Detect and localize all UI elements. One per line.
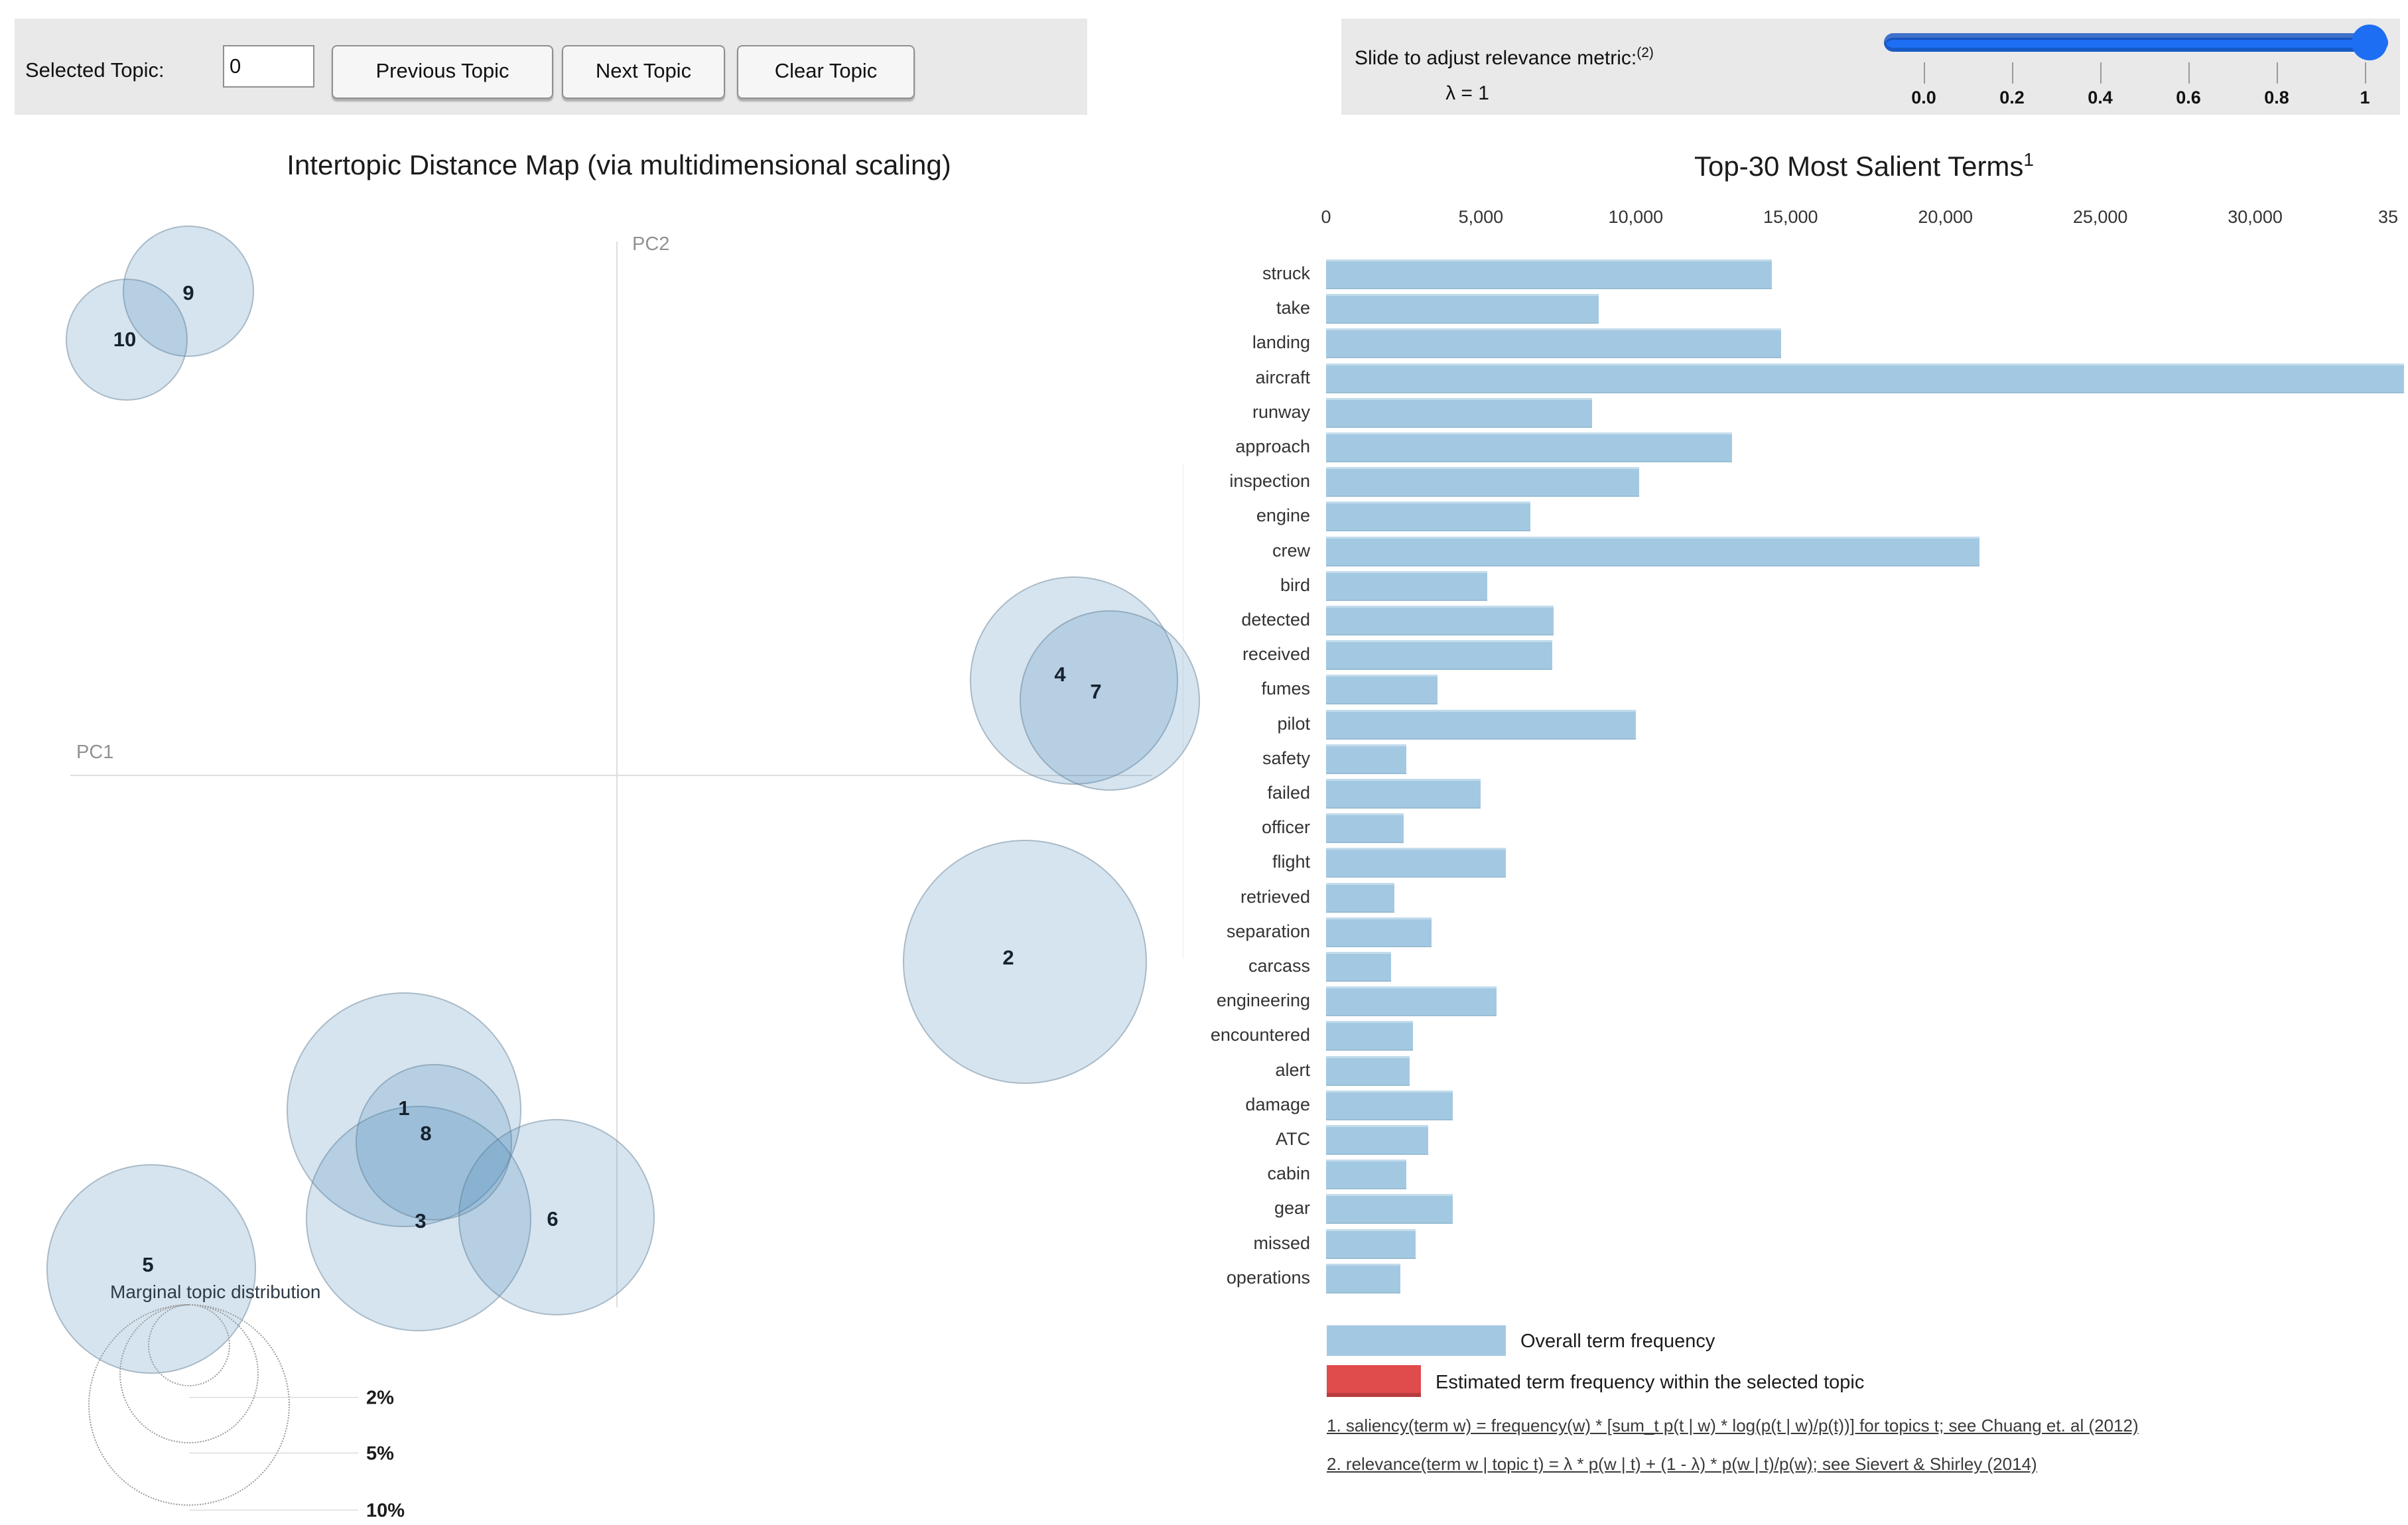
term-label[interactable]: retrieved (1240, 886, 1310, 907)
term-label[interactable]: detected (1241, 610, 1310, 630)
marginal-size-label: 10% (366, 1500, 405, 1522)
relevance-slider-track[interactable] (1884, 33, 2388, 52)
x-axis-tick-label: 5,000 (1458, 207, 1504, 227)
slider-tick-label: 0.2 (1999, 88, 2025, 107)
x-axis-tick-label: 20,000 (1918, 207, 1973, 227)
topic-label-3: 3 (415, 1209, 427, 1232)
term-label[interactable]: ATC (1276, 1129, 1310, 1149)
term-frequency-bar[interactable] (1326, 917, 1432, 947)
slider-tick-label: 1 (2360, 88, 2370, 107)
topic-label-4: 4 (1054, 663, 1066, 686)
term-frequency-bar[interactable] (1326, 467, 1639, 497)
term-frequency-bar[interactable] (1326, 1160, 1406, 1189)
slider-tick-label: 0.0 (1911, 88, 1936, 107)
term-label[interactable]: received (1242, 644, 1310, 665)
topic-bubble-2[interactable] (903, 840, 1147, 1084)
term-label[interactable]: inspection (1229, 471, 1310, 492)
term-frequency-bar[interactable] (1326, 1264, 1400, 1293)
previous-topic-button[interactable]: Previous Topic (332, 45, 553, 99)
term-label[interactable]: aircraft (1255, 367, 1310, 387)
term-frequency-bar[interactable] (1326, 779, 1481, 809)
slider-tick-mark (2365, 62, 2366, 84)
term-frequency-bar[interactable] (1326, 537, 1979, 566)
next-topic-button[interactable]: Next Topic (562, 45, 725, 99)
x-axis-tick-label: 30,000 (2228, 207, 2283, 227)
term-frequency-bar[interactable] (1326, 675, 1438, 704)
salient-terms-title: Top-30 Most Salient Terms$^1$ (1694, 149, 2034, 182)
topic-label-7: 7 (1090, 680, 1102, 703)
clear-topic-button[interactable]: Clear Topic (737, 45, 915, 99)
term-label[interactable]: carcass (1248, 956, 1310, 976)
term-label[interactable]: officer (1261, 817, 1310, 838)
term-label[interactable]: crew (1272, 540, 1310, 561)
marginal-size-label: 5% (366, 1443, 394, 1465)
term-label[interactable]: take (1276, 298, 1310, 318)
selected-topic-input[interactable] (223, 45, 314, 88)
term-frequency-bar[interactable] (1326, 883, 1394, 913)
slider-label-footnote-ref: (2) (1637, 45, 1654, 60)
x-axis-tick-label: 25,000 (2072, 207, 2128, 227)
term-label[interactable]: separation (1226, 921, 1310, 941)
term-frequency-bar[interactable] (1326, 744, 1406, 774)
term-label[interactable]: missed (1253, 1232, 1310, 1253)
topic-control-bar (15, 19, 1087, 115)
term-frequency-bar[interactable] (1326, 1194, 1453, 1224)
topic-label-10: 10 (113, 328, 137, 351)
term-frequency-bar[interactable] (1326, 1021, 1413, 1051)
overall-frequency-swatch (1327, 1325, 1506, 1356)
term-frequency-bar[interactable] (1326, 710, 1636, 740)
slider-tick-label: 0.6 (2176, 88, 2201, 107)
relevance-slider-panel (1341, 19, 2400, 115)
term-label[interactable]: damage (1245, 1094, 1310, 1114)
term-frequency-bar[interactable] (1326, 986, 1497, 1016)
overall-frequency-label: Overall term frequency (1520, 1331, 1715, 1352)
pc2-axis-label: PC2 (632, 233, 670, 255)
term-label[interactable]: operations (1226, 1267, 1310, 1288)
topic-label-6: 6 (547, 1207, 559, 1230)
slider-tick-mark (2188, 62, 2190, 84)
selected-topic-frequency-swatch (1327, 1365, 1421, 1397)
term-frequency-bar[interactable] (1326, 571, 1487, 601)
term-label[interactable]: fumes (1261, 679, 1310, 699)
term-label[interactable]: safety (1262, 748, 1310, 768)
term-frequency-bar[interactable] (1326, 1056, 1410, 1086)
term-label[interactable]: engineering (1216, 990, 1310, 1011)
slider-tick-mark (2277, 62, 2278, 84)
term-label[interactable]: bird (1280, 574, 1310, 595)
term-frequency-bar[interactable] (1326, 328, 1781, 358)
term-label[interactable]: cabin (1267, 1163, 1310, 1184)
slider-tick-label: 0.8 (2264, 88, 2289, 107)
term-frequency-bar[interactable] (1326, 432, 1732, 462)
lambda-readout: λ = 1 (1445, 82, 1489, 104)
term-frequency-bar[interactable] (1326, 1229, 1416, 1259)
term-frequency-bar[interactable] (1326, 813, 1404, 843)
term-label[interactable]: runway (1252, 401, 1310, 422)
footnote-saliency: 1. saliency(term w) = frequency(w) * [sum_t p(t | w) * log(p(t | w)/p(t))] for topics t; see Chuang et. al (2012) (1327, 1416, 2139, 1435)
marginal-size-label: 2% (366, 1387, 394, 1409)
topic-label-9: 9 (182, 281, 194, 304)
pc1-axis-line (70, 775, 1152, 776)
slider-tick-mark (1924, 62, 1925, 84)
term-label[interactable]: alert (1275, 1059, 1310, 1080)
topic-label-2: 2 (1002, 946, 1014, 969)
term-frequency-bar[interactable] (1326, 398, 1592, 428)
term-label[interactable]: engine (1256, 505, 1310, 526)
term-frequency-bar[interactable] (1326, 1125, 1428, 1155)
term-frequency-bar[interactable] (1326, 501, 1530, 531)
x-axis-tick-label: 0 (1321, 207, 1331, 227)
relevance-slider-handle[interactable] (2352, 25, 2387, 60)
topic-label-1: 1 (398, 1096, 410, 1120)
slider-tick-mark (2100, 62, 2102, 84)
x-axis-tick-label: 15,000 (1763, 207, 1818, 227)
pc1-axis-label: PC1 (76, 742, 114, 763)
term-label[interactable]: gear (1274, 1198, 1310, 1219)
slider-tick-label: 0.4 (2088, 88, 2113, 107)
term-label[interactable]: flight (1272, 852, 1310, 872)
term-label[interactable]: approach (1235, 436, 1310, 456)
slider-tick-mark (2012, 62, 2013, 84)
marginal-distribution-title: Marginal topic distribution (110, 1282, 321, 1302)
term-frequency-bar[interactable] (1326, 952, 1391, 982)
term-frequency-bar[interactable] (1326, 294, 1599, 324)
marginal-size-circle-10% (88, 1304, 290, 1506)
selected-topic-label: Selected Topic: (25, 58, 165, 82)
x-axis-tick-label: 10,000 (1608, 207, 1664, 227)
term-label[interactable]: failed (1267, 783, 1310, 803)
term-frequency-bar[interactable] (1326, 848, 1506, 878)
term-label[interactable]: landing (1252, 332, 1310, 353)
topic-label-5: 5 (142, 1253, 154, 1276)
topic-label-8: 8 (420, 1122, 432, 1145)
intertopic-map-title: Intertopic Distance Map (via multidimensional scaling) (287, 149, 951, 180)
term-frequency-bar[interactable] (1326, 259, 1772, 289)
term-label[interactable]: pilot (1277, 713, 1310, 734)
x-axis-tick-label: 35 (2377, 207, 2399, 227)
footnote-relevance: 2. relevance(term w | topic t) = λ * p(w | t) + (1 - λ) * p(w | t)/p(w); see Sievert & Shirley (2014) (1327, 1454, 2037, 1474)
term-frequency-bar[interactable] (1326, 606, 1554, 635)
selected-topic-frequency-label: Estimated term frequency within the selected topic (1436, 1372, 1865, 1393)
term-frequency-bar[interactable] (1326, 364, 2404, 393)
term-label[interactable]: encountered (1210, 1025, 1310, 1045)
term-frequency-bar[interactable] (1326, 1091, 1453, 1120)
term-label[interactable]: struck (1262, 263, 1310, 283)
slider-label: Slide to adjust relevance metric:$^{(2)}$ (1355, 45, 1654, 69)
term-frequency-bar[interactable] (1326, 640, 1552, 670)
topic-bubble-8[interactable] (356, 1064, 512, 1221)
